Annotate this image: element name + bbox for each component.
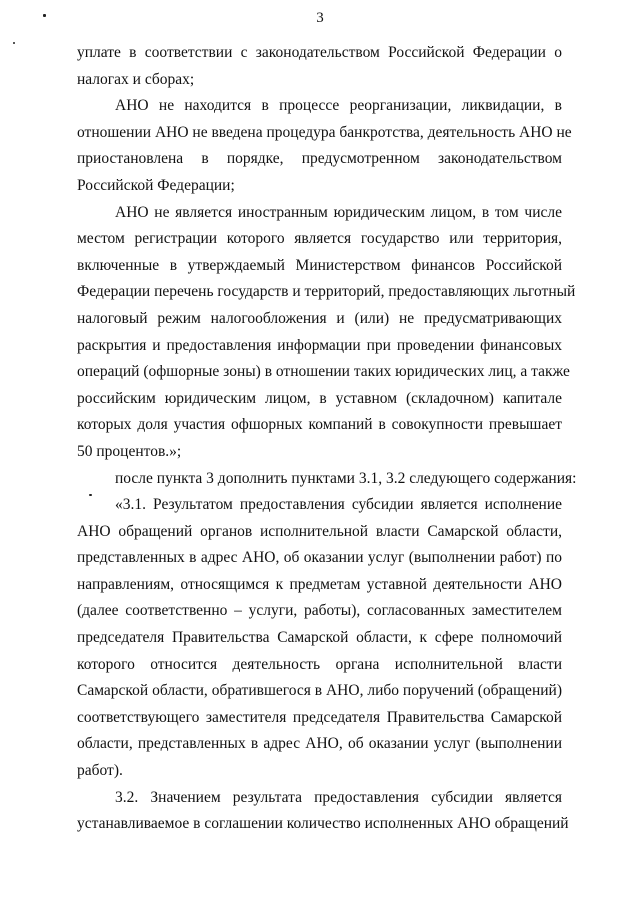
text-line: соответствующего заместителя председателя Правительства Самарской (77, 708, 562, 726)
paragraph-start-line: 3.2. Значением результата предоставления субсидии является (115, 788, 562, 806)
paragraph-start-line: после пункта 3 дополнить пунктами 3.1, 3.2 следующего содержания: (115, 469, 577, 487)
text-line: уплате в соответствии с законодательством Российской Федерации о (77, 44, 562, 61)
text-line: области, представленных в адрес АНО, об оказании услуг (выполнении (77, 735, 562, 753)
text-line: операций (офшорные зоны) в отношении таких юридических лиц, а также (77, 363, 570, 381)
text-line: Российской Федерации; (77, 176, 235, 194)
scan-artifact-mark (13, 42, 15, 44)
text-line: Самарской области, обратившегося в АНО, либо поручений (обращений) (77, 682, 562, 700)
text-line: направлениям, относящимся к предметам уставной деятельности АНО (77, 575, 562, 593)
text-line: включенные в утверждаемый Министерством финансов Российской (77, 256, 562, 274)
document-body (77, 40, 577, 838)
text-line: налогах и сборах; (77, 70, 195, 88)
text-line: устанавливаемое в соглашении количество исполненных АНО обращений (77, 815, 569, 833)
page-number: 3 (316, 10, 324, 26)
text-line: местом регистрации которого является государство или территория, (77, 230, 562, 248)
text-line: которых доля участия офшорных компаний в совокупности превышает (77, 416, 562, 434)
text-line: работ). (77, 762, 123, 780)
text-line: российским юридическим лицом, в уставном (складочном) капитале (77, 389, 562, 407)
text-line: отношении АНО не введена процедура банкротства, деятельность АНО не (77, 123, 572, 141)
text-line: (далее соответственно – услуги, работы), согласованных заместителем (77, 602, 562, 620)
text-line: 50 процентов.»; (77, 442, 182, 460)
text-line: представленных в адрес АНО, об оказании услуг (выполнении работ) по (77, 549, 562, 567)
text-line: раскрытия и предоставления информации при проведении финансовых (77, 336, 562, 354)
text-line: налоговый режим налогообложения и (или) не предусматривающих (77, 309, 562, 327)
text-line: которого относится деятельность органа исполнительной власти (77, 655, 562, 673)
paragraph-start-line: АНО не является иностранным юридическим лицом, в том числе (115, 203, 562, 221)
text-line: Федерации перечень государств и территорий, предоставляющих льготный (77, 283, 576, 301)
paragraph-start-line: АНО не находится в процессе реорганизации, ликвидации, в (115, 97, 562, 115)
text-line: АНО обращений органов исполнительной власти Самарской области, (77, 522, 562, 540)
text-line: председателя Правительства Самарской области, к сфере полномочий (77, 629, 562, 647)
text-line: приостановлена в порядке, предусмотренном законодательством (77, 150, 562, 168)
paragraph-start-line: «3.1. Результатом предоставления субсидии является исполнение (115, 496, 562, 514)
